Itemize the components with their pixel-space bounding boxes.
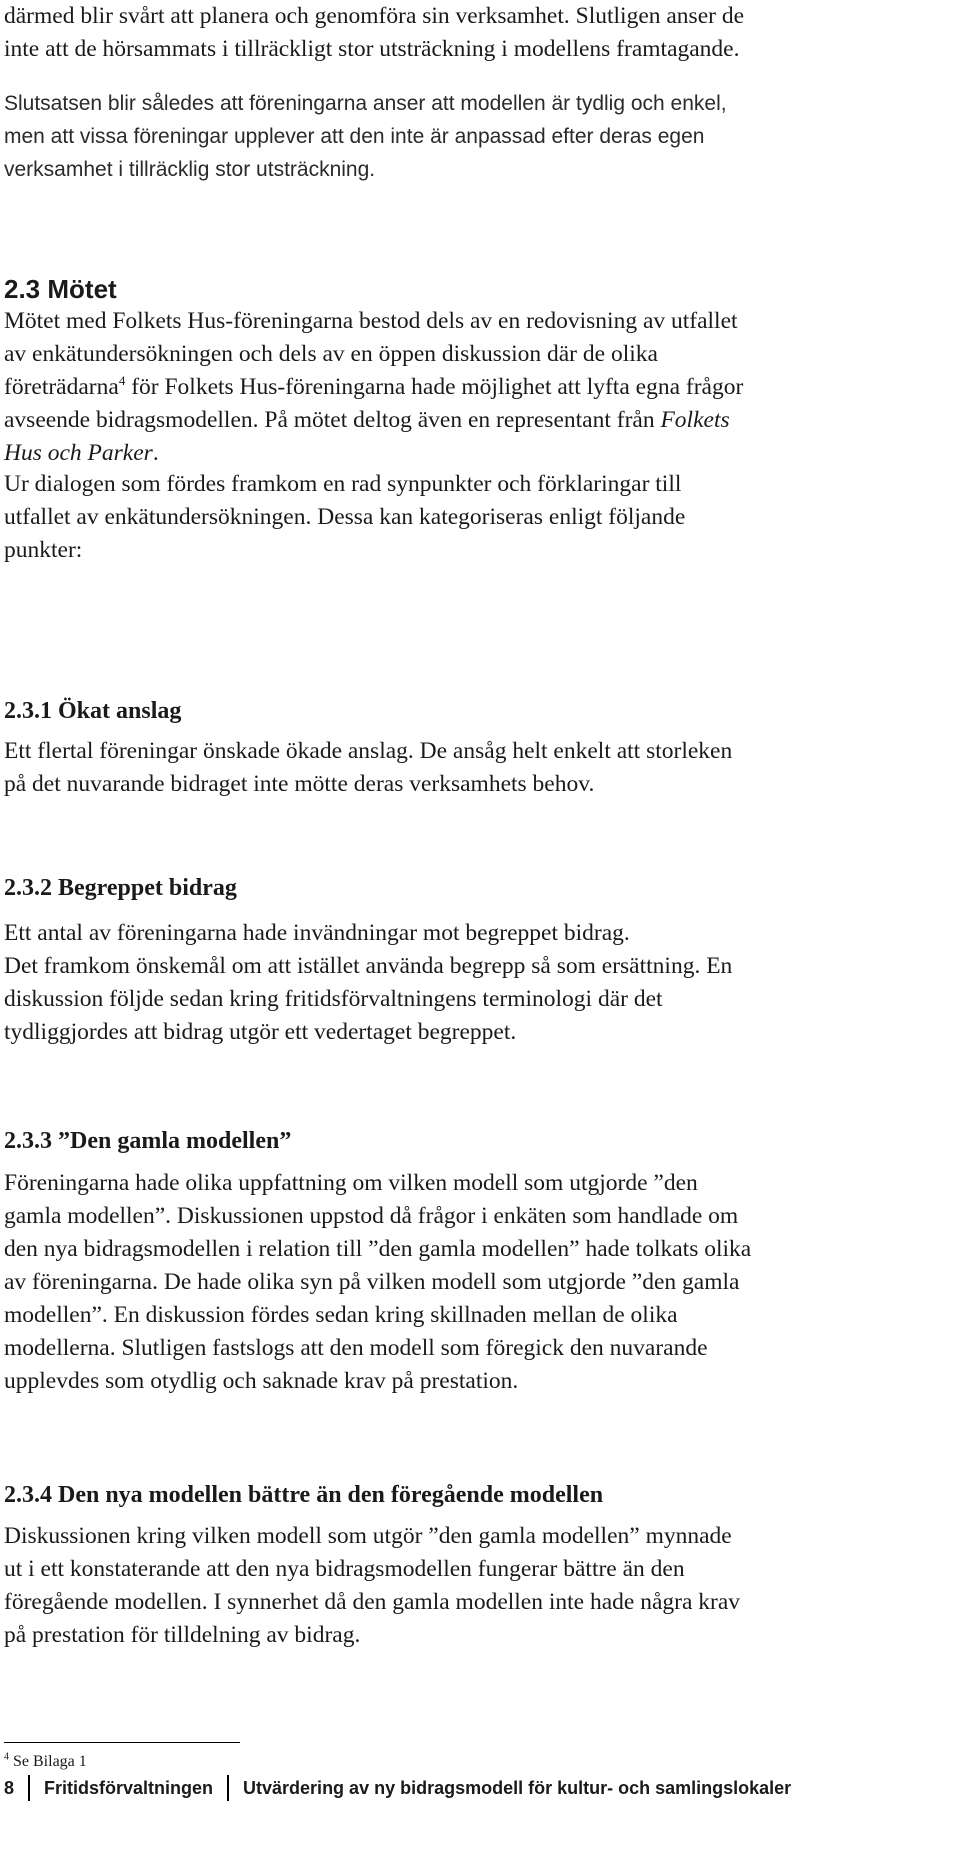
text-line: Ur dialogen som fördes framkom en rad synpunkter och förklaringar till [4,471,682,497]
section-2-3-2 [4,873,924,903]
footer-separator [28,1775,30,1801]
text-line: diskussion följde sedan kring fritidsförvaltningens terminologi där det [4,986,663,1012]
section-2-3-1 [4,696,924,726]
conclusion-paragraph [4,87,924,186]
footnote-text: Se Bilaga 1 [9,1753,87,1770]
footer-document-title: Utvärdering av ny bidragsmodell för kultur- och samlingslokaler [243,1777,792,1798]
footnote [4,1752,87,1772]
old-model-paragraph [4,1167,924,1398]
section-2-3 [4,274,924,304]
text-line [4,437,924,470]
text-fragment: . [152,440,159,466]
subsection-heading: 2.3.1 Ökat anslag [4,698,182,724]
subsection-heading: 2.3.4 Den nya modellen bättre än den föregående modellen [4,1482,604,1508]
section-2-3-4 [4,1480,924,1510]
footer-separator [227,1775,229,1801]
section-2-3-3 [4,1126,924,1156]
text-line: Diskussionen kring vilken modell som utgör ”den gamla modellen” mynnade [4,1523,732,1549]
text-line [4,371,924,404]
subsection-heading: 2.3.3 ”Den gamla modellen” [4,1128,292,1154]
text-line: därmed blir svårt att planera och genomföra sin verksamhet. Slutligen anser de [4,3,745,29]
text-line [4,404,924,437]
text-fragment: för Folkets Hus-föreningarna hade möjlighet att lyfta egna frågor [125,374,744,400]
text-line: inte att de hörsammats i tillräckligt stor utsträckning i modellens framtagande. [4,36,740,62]
text-line: verksamhet i tillräcklig stor utsträckning. [4,158,376,181]
text-line: ut i ett konstaterande att den nya bidragsmodellen fungerar bättre än den [4,1556,685,1582]
subsection-heading: 2.3.2 Begreppet bidrag [4,875,237,901]
continuation-paragraph [4,0,924,66]
dialogue-paragraph [4,468,924,567]
text-line: tydliggjordes att bidrag utgör ett vedertaget begreppet. [4,1019,517,1045]
text-line: punkter: [4,537,83,563]
text-line: gamla modellen”. Diskussionen uppstod då frågor i enkäten som handlade om [4,1203,739,1229]
footnote-number: 4 [4,1751,9,1763]
text-line: av enkätundersökningen och dels av en öppen diskussion där de olika [4,341,658,367]
new-model-paragraph [4,1520,924,1652]
text-line: men att vissa föreningar upplever att den inte är anpassad efter deras egen [4,125,705,148]
text-fragment: företrädarna [4,374,119,400]
text-line: Ett antal av föreningarna hade invändningar mot begreppet bidrag. [4,920,630,946]
section-heading: 2.3 Mötet [4,274,117,304]
text-line: Det framkom önskemål om att istället använda begrepp så som ersättning. En [4,953,733,979]
organization-name: Hus och Parker [4,440,153,466]
text-line: på prestation för tilldelning av bidrag. [4,1622,361,1648]
text-line: Föreningarna hade olika uppfattning om vilken modell som utgjorde ”den [4,1170,698,1196]
text-line: upplevdes som otydlig och saknade krav på prestation. [4,1368,519,1394]
organization-name: Folkets [660,407,730,433]
increased-grant-paragraph [4,735,924,801]
text-line: modellen”. En diskussion fördes sedan kring skillnaden mellan de olika [4,1302,678,1328]
text-fragment: avseende bidragsmodellen. På mötet deltog även en representant från [4,407,661,433]
text-line: Slutsatsen blir således att föreningarna anser att modellen är tydlig och enkel, [4,92,727,115]
text-line: Ett flertal föreningar önskade ökade anslag. De ansåg helt enkelt att storleken [4,738,733,764]
text-line: föregående modellen. I synnerhet då den gamla modellen inte hade några krav [4,1589,741,1615]
grant-concept-paragraph [4,917,924,1049]
page-footer [4,1773,791,1803]
text-line: Mötet med Folkets Hus-föreningarna bestod dels av en redovisning av utfallet [4,308,738,334]
text-line: av föreningarna. De hade olika syn på vilken modell som utgjorde ”den gamla [4,1269,740,1295]
meeting-paragraph [4,305,924,470]
footnote-divider [4,1742,240,1743]
footer-department: Fritidsförvaltningen [44,1777,214,1798]
text-line: modellerna. Slutligen fastslogs att den modell som föregick den nuvarande [4,1335,708,1361]
page-number: 8 [4,1777,15,1798]
text-line: på det nuvarande bidraget inte mötte deras verksamhets behov. [4,771,595,797]
footnote-reference[interactable]: 4 [118,373,126,389]
text-line: utfallet av enkätundersökningen. Dessa kan kategoriseras enligt följande [4,504,686,530]
text-line: den nya bidragsmodellen i relation till ”den gamla modellen” hade tolkats olika [4,1236,752,1262]
